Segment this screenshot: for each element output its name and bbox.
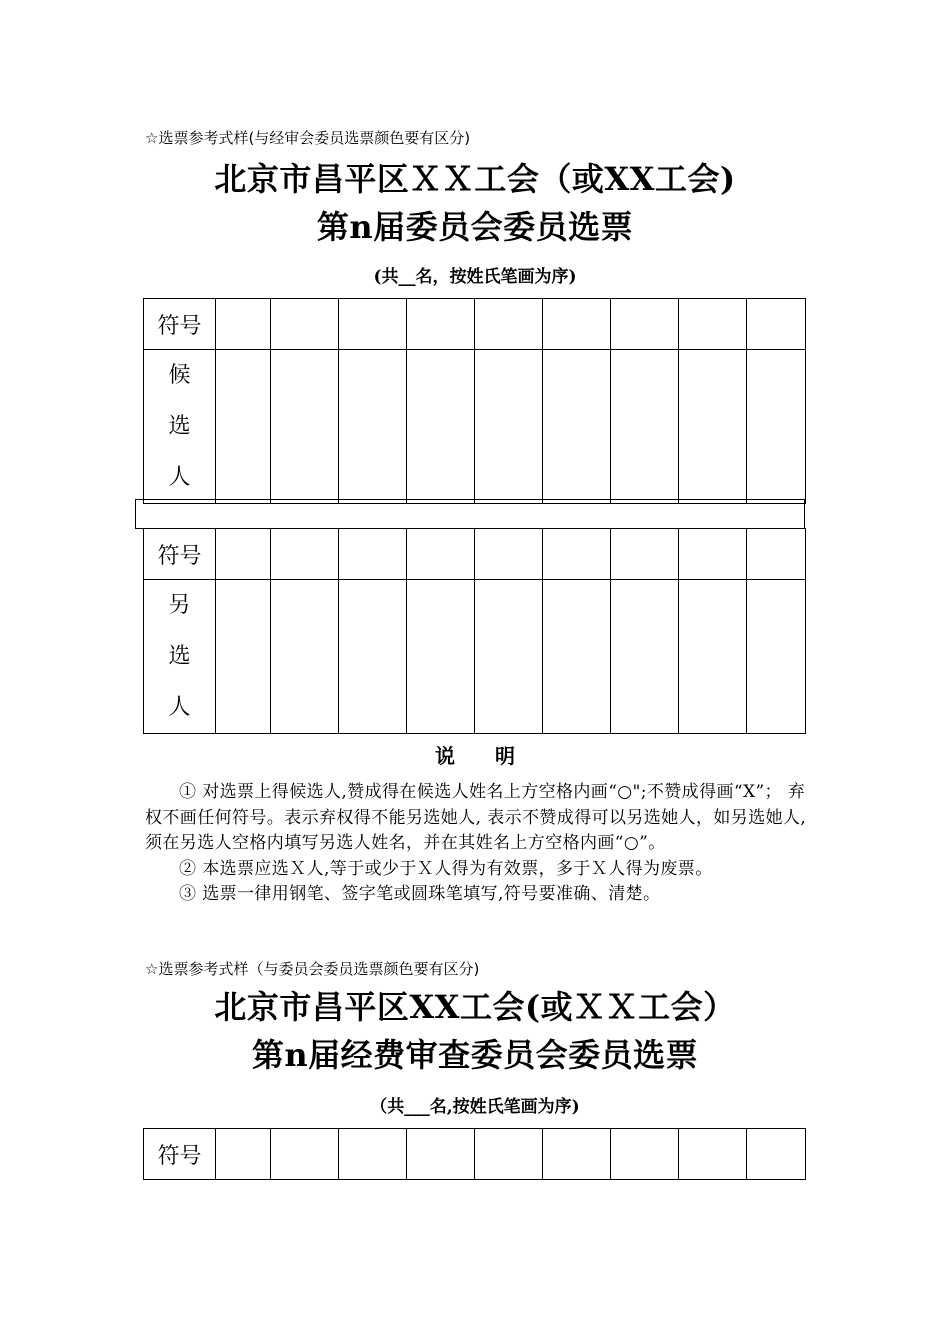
symbol-cell[interactable] (543, 529, 611, 580)
ballot2-note: ☆选票参考式样（与委员会委员选票颜色要有区分) (145, 960, 480, 978)
ballot2-subtitle: （共___名,按姓氏笔画为序) (370, 1097, 580, 1117)
ballot1-note: ☆选票参考式样(与经审会委员选票颜色要有区分) (145, 129, 471, 147)
candidate-cell (407, 350, 475, 504)
explanation-title: 说明 (435, 744, 555, 768)
symbol-cell[interactable] (747, 1129, 806, 1180)
symbol-cell[interactable] (271, 529, 339, 580)
symbol-cell[interactable] (339, 299, 407, 350)
ballot2-title-line1: 北京市昌平区XX工会(或ＸＸ工会） (214, 988, 736, 1026)
symbol-cell[interactable] (271, 1129, 339, 1180)
symbol-cell[interactable] (475, 1129, 543, 1180)
symbol-cell[interactable] (407, 299, 475, 350)
symbol-cell[interactable] (407, 1129, 475, 1180)
writein-cell[interactable] (747, 580, 806, 734)
writein-cell[interactable] (543, 580, 611, 734)
writein-cell[interactable] (339, 580, 407, 734)
ballot1-subtitle: (共__名，按姓氏笔画为序) (373, 267, 577, 287)
symbol-cell[interactable] (611, 299, 679, 350)
symbol-cell[interactable] (679, 299, 747, 350)
ballot2-title-line2: 第n届经费审查委员会委员选票 (251, 1036, 699, 1074)
symbol-cell[interactable] (216, 1129, 271, 1180)
symbol-cell[interactable] (747, 299, 806, 350)
symbol-row-label: 符号 (144, 299, 216, 350)
symbol-cell[interactable] (679, 529, 747, 580)
symbol-cell[interactable] (611, 1129, 679, 1180)
explanation-item: ③ 选票一律用钢笔、签字笔或圆珠笔填写,符号要准确、清楚。 (179, 884, 661, 904)
symbol-cell[interactable] (543, 1129, 611, 1180)
symbol-cell[interactable] (747, 529, 806, 580)
candidate-cell (611, 350, 679, 504)
candidate-cell (339, 350, 407, 504)
symbol-cell[interactable] (339, 529, 407, 580)
symbol-cell[interactable] (339, 1129, 407, 1180)
symbol-row-label: 符号 (144, 529, 216, 580)
candidate-cell (216, 350, 271, 504)
writein-cell[interactable] (475, 580, 543, 734)
symbol-cell[interactable] (543, 299, 611, 350)
candidate-cell (271, 350, 339, 504)
explanation-item: ② 本选票应选Ｘ人,等于或少于Ｘ人得为有效票，多于Ｘ人得为废票。 (179, 858, 713, 879)
candidate-cell (475, 350, 543, 504)
ballot1-title-line1: 北京市昌平区ＸＸ工会（或XX工会) (214, 160, 736, 198)
explanation-body (145, 780, 815, 908)
ballot1-writein-table (143, 528, 806, 734)
writein-row-label: 另 选 人 (144, 580, 216, 734)
writein-cell[interactable] (271, 580, 339, 734)
ballot1-candidate-table (143, 298, 806, 504)
explanation-item: ① 对选票上得候选人,赞成得在候选人姓名上方空格内画“○";不赞成得画“X”； 弃权不画任何符号。表示弃权得不能另选她人, 表示不赞成得可以另选她人，如另选她人,须在另选人空格内填写另选人姓名，并在其姓名上方空格内画“○”。 (145, 782, 807, 853)
symbol-cell[interactable] (611, 529, 679, 580)
symbol-cell[interactable] (679, 1129, 747, 1180)
symbol-cell[interactable] (216, 529, 271, 580)
symbol-cell[interactable] (407, 529, 475, 580)
ballot1-title-line2: 第n届委员会委员选票 (316, 208, 634, 246)
ballot2-candidate-table (143, 1128, 806, 1180)
table-separator-row (135, 499, 805, 529)
writein-cell[interactable] (216, 580, 271, 734)
symbol-cell[interactable] (216, 299, 271, 350)
candidate-cell (747, 350, 806, 504)
candidate-cell (679, 350, 747, 504)
symbol-cell[interactable] (475, 529, 543, 580)
symbol-cell[interactable] (475, 299, 543, 350)
writein-cell[interactable] (407, 580, 475, 734)
symbol-cell[interactable] (271, 299, 339, 350)
candidate-cell (543, 350, 611, 504)
symbol-row-label: 符号 (144, 1129, 216, 1180)
writein-cell[interactable] (611, 580, 679, 734)
writein-cell[interactable] (679, 580, 747, 734)
candidate-row-label: 候 选 人 (144, 350, 216, 504)
